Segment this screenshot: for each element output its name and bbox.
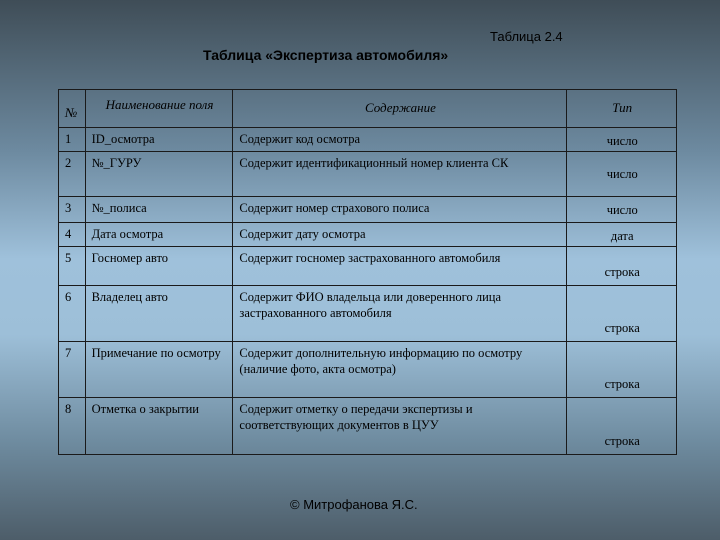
cell-type: строка: [567, 398, 677, 455]
copyright: © Митрофанова Я.С.: [290, 497, 418, 512]
cell-content: Содержит номер страхового полиса: [233, 197, 567, 223]
cell-content: Содержит госномер застрахованного автомобиля: [233, 247, 567, 286]
header-content: Содержание: [233, 90, 567, 128]
expertise-table: [58, 89, 677, 455]
cell-content: Содержит отметку о передачи экспертизы и соответствующих документов в ЦУУ: [233, 398, 567, 455]
cell-name: Отметка о закрытии: [85, 398, 233, 455]
header-name: Наименование поля: [85, 90, 233, 128]
cell-num: 3: [59, 197, 86, 223]
table-row: [59, 342, 677, 398]
cell-name: ID_осмотра: [85, 128, 233, 152]
cell-content: Содержит ФИО владельца или доверенного лица застрахованного автомобиля: [233, 286, 567, 342]
cell-type: число: [567, 197, 677, 223]
cell-type: строка: [567, 286, 677, 342]
table-row: [59, 223, 677, 247]
cell-num: 8: [59, 398, 86, 455]
table-title: Таблица «Экспертиза автомобиля»: [203, 47, 449, 63]
cell-name: Примечание по осмотру: [85, 342, 233, 398]
cell-type: строка: [567, 342, 677, 398]
cell-num: 1: [59, 128, 86, 152]
cell-type: строка: [567, 247, 677, 286]
header-type: Тип: [567, 90, 677, 128]
table-row: [59, 128, 677, 152]
header-num: №: [59, 90, 86, 128]
cell-name: №_полиса: [85, 197, 233, 223]
cell-type: число: [567, 128, 677, 152]
cell-name: Госномер авто: [85, 247, 233, 286]
table-row: [59, 286, 677, 342]
table-number: Таблица 2.4: [490, 29, 563, 44]
cell-num: 6: [59, 286, 86, 342]
cell-content: Содержит дополнительную информацию по осмотру (наличие фото, акта осмотра): [233, 342, 567, 398]
table-row: [59, 197, 677, 223]
cell-type: число: [567, 152, 677, 197]
table-row: [59, 247, 677, 286]
table-header-row: [59, 90, 677, 128]
cell-num: 5: [59, 247, 86, 286]
cell-name: Владелец авто: [85, 286, 233, 342]
cell-type: дата: [567, 223, 677, 247]
cell-content: Содержит идентификационный номер клиента СК: [233, 152, 567, 197]
cell-num: 4: [59, 223, 86, 247]
cell-content: Содержит дату осмотра: [233, 223, 567, 247]
cell-num: 7: [59, 342, 86, 398]
cell-name: №_ГУРУ: [85, 152, 233, 197]
cell-name: Дата осмотра: [85, 223, 233, 247]
cell-num: 2: [59, 152, 86, 197]
table-row: [59, 152, 677, 197]
cell-content: Содержит код осмотра: [233, 128, 567, 152]
table-row: [59, 398, 677, 455]
